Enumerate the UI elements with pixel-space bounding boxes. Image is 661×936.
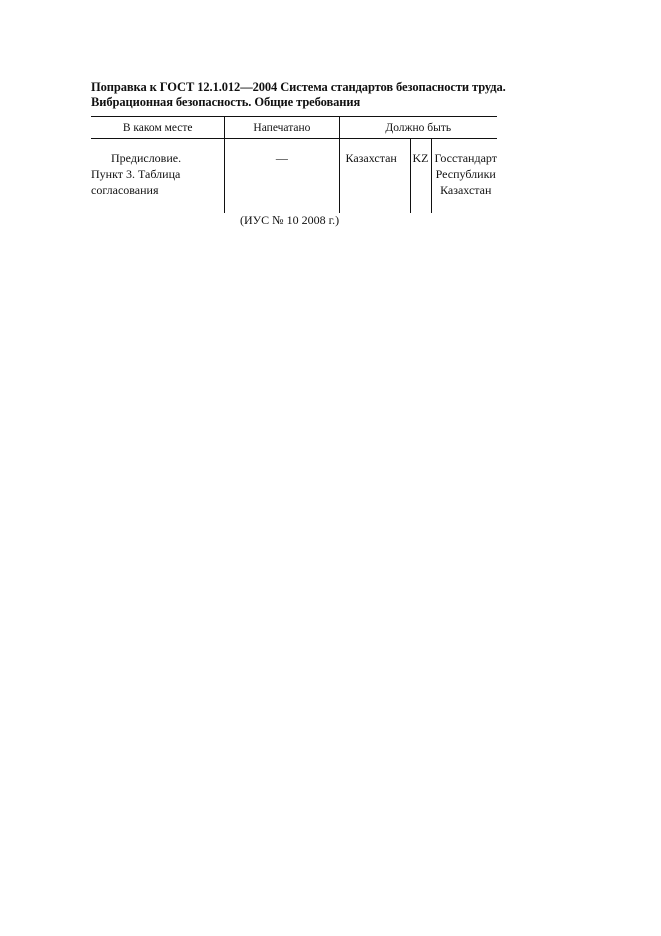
place-line-3: согласования <box>91 183 159 197</box>
should-be-country: Казахстан <box>345 151 397 165</box>
should-be-code: KZ <box>410 139 432 213</box>
organization-line-1: Госстандарт <box>434 151 497 165</box>
cell-should-be <box>339 139 497 214</box>
header-place: В каком месте <box>91 117 225 139</box>
header-should-be: Должно быть <box>339 117 497 139</box>
title-line-1: Поправка к ГОСТ 12.1.012—2004 Система стандартов безопасности труда. <box>91 80 506 94</box>
organization-line-3: Казахстан <box>440 183 492 197</box>
correction-table <box>91 116 497 213</box>
organization-line-2: Республики <box>435 167 496 181</box>
table-header-row <box>91 117 497 139</box>
cell-printed: — <box>225 139 339 214</box>
should-be-organization <box>432 139 498 213</box>
place-line-1: Предисловие. <box>111 151 182 165</box>
place-line-2: Пункт 3. Таблица <box>91 167 181 181</box>
should-be-subcolumns <box>340 139 498 213</box>
cell-place <box>91 139 225 214</box>
document-title <box>91 80 506 110</box>
table-row <box>91 139 497 214</box>
source-note: (ИУС № 10 2008 г.) <box>240 213 340 227</box>
header-printed: Напечатано <box>225 117 339 139</box>
title-line-2: Вибрационная безопасность. Общие требования <box>91 95 361 109</box>
